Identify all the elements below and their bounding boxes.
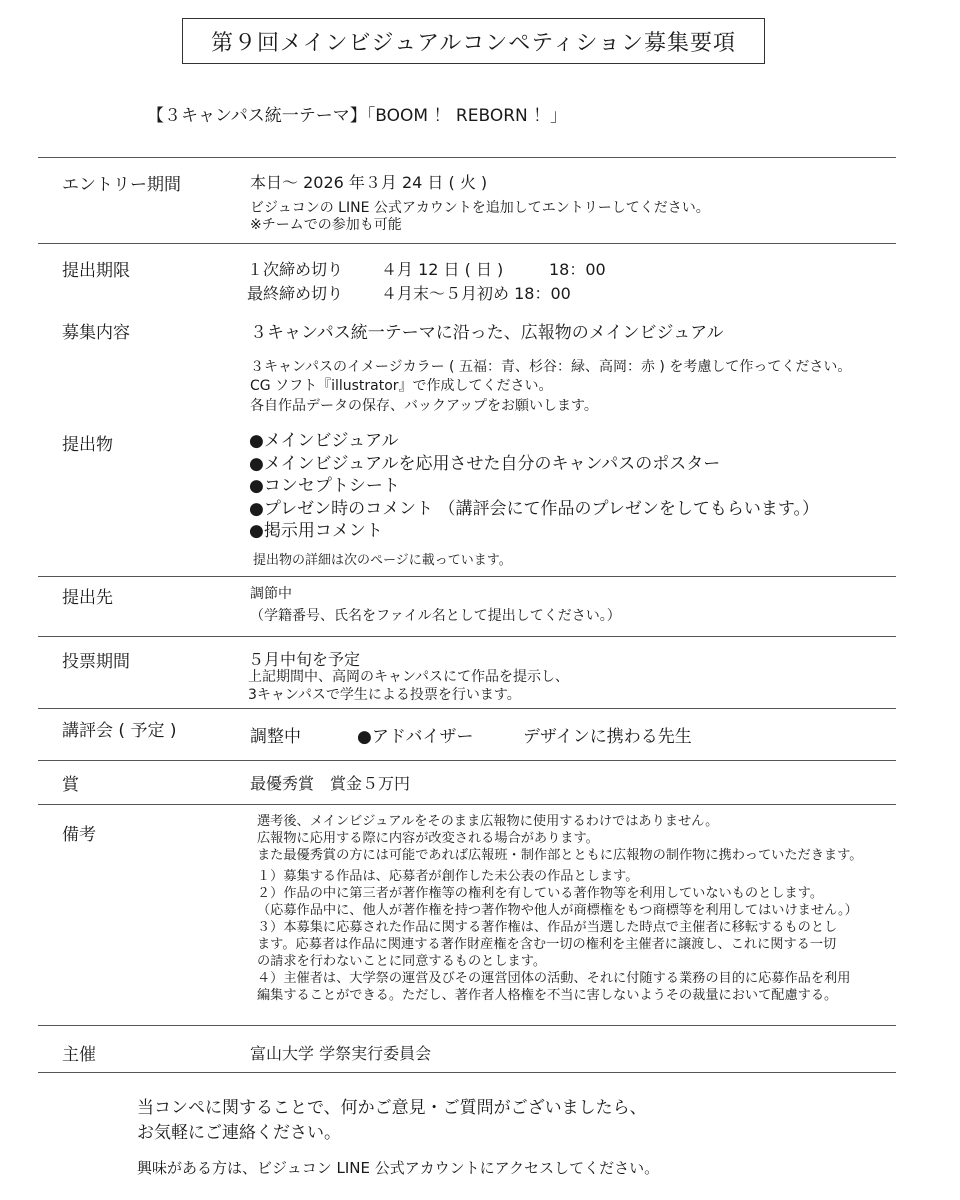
destination-note: （学籍番号、氏名をファイル名として提出してください。）: [250, 608, 621, 624]
first-deadline-date: ４月 12 日 ( 日 ): [381, 260, 504, 279]
divider: [38, 760, 896, 761]
note-line: 選考後、メインビジュアルをそのまま広報物に使用するわけではありません。: [257, 814, 719, 829]
content-headline: ３キャンパス統一テーマに沿った、広報物のメインビジュアル: [250, 323, 724, 343]
list-item: ●プレゼン時のコメント （講評会にて作品のプレゼンをしてもらいます。）: [249, 498, 820, 519]
divider: [38, 1072, 896, 1073]
advisor-label: ●アドバイザー: [357, 727, 474, 747]
divider: [38, 157, 896, 158]
divider: [38, 636, 896, 637]
submission-label: 提出物: [62, 435, 113, 455]
final-deadline-name: 最終締め切り: [247, 284, 344, 303]
first-deadline-time: 18：00: [549, 260, 606, 279]
divider: [38, 243, 896, 244]
notes-block: [257, 813, 862, 1004]
note-line: ます。応募者は作品に関連する著作財産権を含む一切の権利を主催者に譲渡し、これに関する一切: [257, 937, 837, 952]
content-note: CG ソフト『illustrator』で作成してください。: [250, 378, 553, 394]
organizer-label: 主催: [62, 1045, 96, 1065]
content-note: 各自作品データの保存、バックアップをお願いします。: [250, 398, 598, 414]
list-item: ●メインビジュアルを応用させた自分のキャンパスのポスター: [249, 453, 721, 474]
deadline-label: 提出期限: [62, 261, 130, 281]
theme-line: 【３キャンパス統一テーマ】「BOOM ！ REBORN ！」: [147, 106, 568, 126]
access-message: 興味がある方は、ビジュコン LINE 公式アカウントにアクセスしてください。: [137, 1159, 660, 1177]
review-label: 講評会 ( 予定 ): [62, 721, 177, 741]
note-line: ３）本募集に応募された作品に関する著作権は、作品が当選した時点で主催者に移転するものとし: [257, 920, 838, 935]
note-line: 編集することができる。ただし、著作者人格権を不当に害しないようその裁量において配慮する。: [257, 988, 838, 1003]
voting-note: 3キャンパスで学生による投票を行います。: [248, 687, 521, 703]
final-deadline-date: ４月末～５月初め 18：00: [381, 284, 571, 303]
note-line: 広報物に応用する際に内容が改変される場合があります。: [257, 831, 599, 846]
divider: [38, 576, 896, 577]
voting-headline: ５月中旬を予定: [248, 650, 361, 669]
submission-note: 提出物の詳細は次のページに載っています。: [253, 553, 512, 568]
list-item: ●掲示用コメント: [249, 521, 383, 541]
note-line: １）募集する作品は、応募者が創作した未公表の作品とします。: [257, 869, 639, 884]
divider: [38, 804, 896, 805]
destination-label: 提出先: [62, 588, 113, 608]
content-label: 募集内容: [62, 323, 130, 343]
voting-note: 上記期間中、高岡のキャンパスにて作品を提示し、: [248, 669, 570, 685]
content-note: ３キャンパスのイメージカラー ( 五福：青、杉谷：緑、高岡：赤 ) を考慮して作ってください。: [250, 359, 852, 375]
note-line: ４）主催者は、大学祭の運営及びその運営団体の活動、それに付随する業務の目的に応募作品を利用: [257, 971, 851, 986]
prize-label: 賞: [62, 775, 79, 795]
notes-label: 備考: [62, 825, 96, 845]
organizer-value: 富山大学 学祭実行委員会: [250, 1044, 432, 1063]
destination-status: 調節中: [250, 586, 292, 602]
divider: [38, 1025, 896, 1026]
first-deadline-name: １次締め切り: [247, 260, 344, 279]
list-item: ●コンセプトシート: [249, 476, 400, 496]
entry-period-note: ビジュコンの LINE 公式アカウントを追加してエントリーしてください。: [250, 200, 710, 216]
voting-label: 投票期間: [62, 652, 130, 672]
prize-value: 最優秀賞 賞金５万円: [250, 774, 411, 793]
entry-period-value: 本日～ 2026 年３月 24 日 ( 火 ): [250, 173, 488, 192]
list-item: ●メインビジュアル: [249, 431, 399, 451]
entry-period-label: エントリー期間: [62, 175, 181, 195]
divider: [38, 708, 896, 709]
entry-period-note: ※チームでの参加も可能: [250, 217, 402, 233]
submission-list: [249, 430, 819, 543]
contact-message: [137, 1096, 647, 1146]
advisor-value: デザインに携わる先生: [523, 727, 692, 747]
contact-line: お気軽にご連絡ください。: [137, 1123, 341, 1143]
note-line: （応募作品中に、他人が著作権を持つ著作物や他人が商標権をもつ商標等を利用してはいけません。）: [257, 903, 858, 918]
page-title: 第９回メインビジュアルコンペティション募集要項: [182, 18, 765, 64]
review-status: 調整中: [250, 727, 301, 747]
note-line: ２）作品の中に第三者が著作権等の権利を有している著作物等を利用していないものとします。: [257, 886, 824, 901]
note-line: また最優秀賞の方には可能であれば広報班・制作部とともに広報物の制作物に携わっていただきます。: [257, 848, 863, 863]
contact-line: 当コンペに関することで、何かご意見・ご質問がございましたら、: [137, 1098, 647, 1118]
note-line: の請求を行わないことに同意するものとします。: [257, 954, 547, 969]
